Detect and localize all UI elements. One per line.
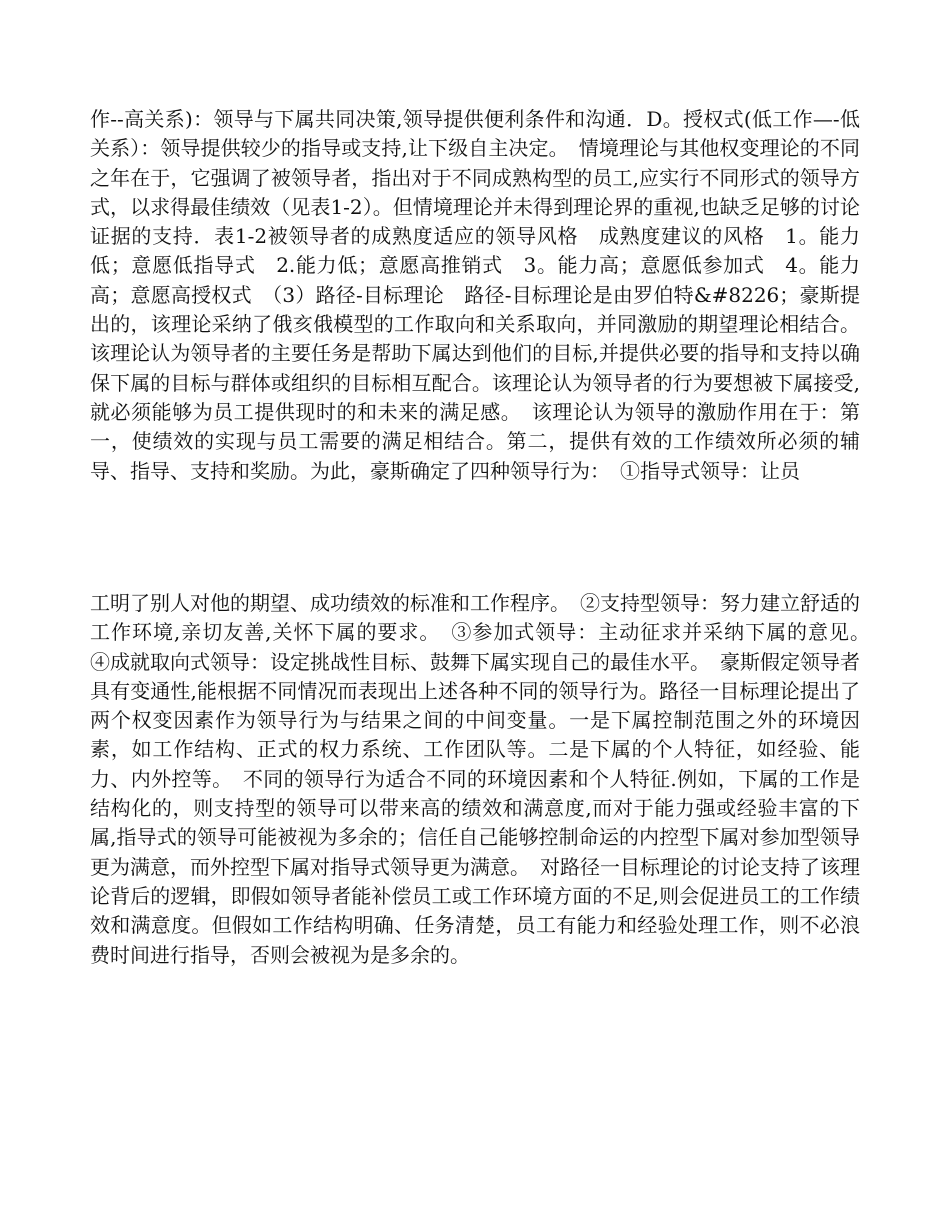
body-paragraph-1: 作--高关系)：领导与下属共同决策,领导提供便利条件和沟通．D。授权式(低工作—-低关系）：领导提供较少的指导或支持,让下级自主决定。 情境理论与其他权变理论的不同之年在于，它强调了被领导者，指出对于不同成熟构型的员工,应实行不同形式的领导方式，以求得最佳绩效（见表1-2）。但情境理论并未得到理论界的重视,也缺乏足够的讨论证据的支持．表1-2被领导者的成熟度适应的领导风格 成熟度建议的风格 1。能力低；意愿低指导式 2.能力低；意愿高推销式 3。能力高；意愿低参加式 4。能力高；意愿高授权式 （3）路径-目标理论 路径-目标理论是由罗伯特&#8226；豪斯提出的，该理论采纳了俄亥俄模型的工作取向和关系取向，并同激励的期望理论相结合。该理论认为领导者的主要任务是帮助下属达到他们的目标,并提供必要的指导和支持以确保下属的目标与群体或组织的目标相互配合。该理论认为领导者的行为要想被下属接受,就必须能够为员工提供现时的和未来的满足感。 该理论认为领导的激励作用在于：第一，使绩效的实现与员工需要的满足相结合。第二，提供有效的工作绩效所必须的辅导、指导、支持和奖励。为此，豪斯确定了四种领导行为： ①指导式领导：让员 <box>90 107 860 483</box>
body-paragraph-2: 工明了别人对他的期望、成功绩效的标准和工作程序。 ②支持型领导：努力建立舒适的工作环境,亲切友善,关怀下属的要求。 ③参加式领导：主动征求并采纳下属的意见。 ④成就取向式领导：设定挑战性目标、鼓舞下属实现自己的最佳水平。 豪斯假定领导者具有变通性,能根据不同情况而表现出上述各种不同的领导行为。路径一目标理论提出了两个权变因素作为领导行为与结果之间的中间变量。一是下属控制范围之外的环境因素，如工作结构、正式的权力系统、工作团队等。二是下属的个人特征，如经验、能力、内外控等。 不同的领导行为适合不同的环境因素和个人特征.例如，下属的工作是结构化的，则支持型的领导可以带来高的绩效和满意度,而对于能力强或经验丰富的下属,指导式的领导可能被视为多余的；信任自己能够控制命运的内控型下属对参加型领导更为满意，而外控型下属对指导式领导更为满意。 对路径一目标理论的讨论支持了该理论背后的逻辑，即假如领导者能补偿员工或工作环境方面的不足,则会促进员工的工作绩效和满意度。但假如工作结构明确、任务清楚，员工有能力和经验处理工作，则不必浪费时间进行指导，否则会被视为是多余的。 <box>90 591 880 967</box>
